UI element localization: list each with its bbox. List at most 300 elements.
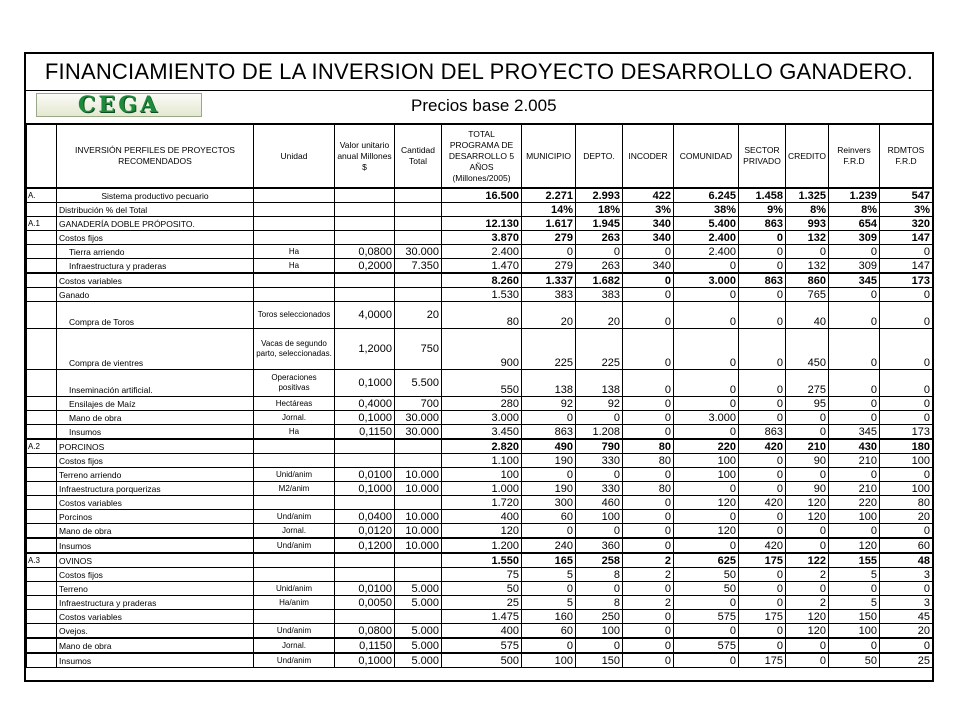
cell-municipio: 160 xyxy=(522,610,576,624)
row-code xyxy=(27,568,57,582)
cell-depto: 360 xyxy=(576,538,623,553)
cell-sector-privado: 0 xyxy=(739,302,786,329)
row-description: Insumos xyxy=(57,538,254,553)
header-depto: DEPTO. xyxy=(576,125,623,189)
cell-incoder: 2 xyxy=(623,568,674,582)
row-code xyxy=(27,411,57,425)
row-unit: Operaciones positivas xyxy=(254,370,335,397)
cell-comunidad: 0 xyxy=(674,397,739,411)
cell-credito: 0 xyxy=(786,653,829,668)
cell-rdmtos: 60 xyxy=(880,538,933,553)
row-unit: Jornal. xyxy=(254,411,335,425)
cell-sector-privado: 0 xyxy=(739,568,786,582)
row-description: Porcinos xyxy=(57,510,254,524)
cell-municipio: 92 xyxy=(522,397,576,411)
row-unit-value: 0,0100 xyxy=(335,582,395,596)
cell-depto: 20 xyxy=(576,302,623,329)
cell-rdmtos: 173 xyxy=(880,425,933,440)
cell-incoder: 0 xyxy=(623,468,674,482)
row-quantity: 5.000 xyxy=(395,596,442,610)
row-description: Tierra arriendo xyxy=(57,245,254,259)
cell-total: 900 xyxy=(442,329,522,370)
header-credito: CREDITO xyxy=(786,125,829,189)
row-description: Costos variables xyxy=(57,273,254,288)
row-quantity xyxy=(395,496,442,510)
row-quantity xyxy=(395,288,442,302)
cell-sector-privado: 420 xyxy=(739,538,786,553)
cell-credito: 120 xyxy=(786,496,829,510)
cell-comunidad: 120 xyxy=(674,496,739,510)
cell-rdmtos: 20 xyxy=(880,624,933,639)
cell-comunidad: 0 xyxy=(674,510,739,524)
cell-credito: 450 xyxy=(786,329,829,370)
row-description: Ovejos. xyxy=(57,624,254,639)
cell-reinvers: 0 xyxy=(829,302,880,329)
table-row xyxy=(27,188,933,203)
row-unit-value: 0,1150 xyxy=(335,425,395,440)
cell-sector-privado: 0 xyxy=(739,370,786,397)
row-description: Compra de Toros xyxy=(57,302,254,329)
cell-depto: 2.993 xyxy=(576,188,623,203)
table-row xyxy=(27,553,933,568)
cell-comunidad: 120 xyxy=(674,524,739,539)
row-description: Mano de obra xyxy=(57,524,254,539)
cell-rdmtos: 100 xyxy=(880,482,933,496)
cell-total: 50 xyxy=(442,582,522,596)
cell-municipio: 279 xyxy=(522,231,576,245)
cell-reinvers: 100 xyxy=(829,510,880,524)
cell-total: 120 xyxy=(442,524,522,539)
cell-comunidad: 0 xyxy=(674,259,739,274)
cell-rdmtos: 25 xyxy=(880,653,933,668)
row-unit-value xyxy=(335,231,395,245)
cell-reinvers: 5 xyxy=(829,596,880,610)
row-unit xyxy=(254,568,335,582)
table-header-row xyxy=(27,125,933,189)
cell-comunidad: 575 xyxy=(674,638,739,653)
row-description: Ganado xyxy=(57,288,254,302)
cell-depto: 263 xyxy=(576,231,623,245)
cell-rdmtos: 0 xyxy=(880,245,933,259)
cell-incoder: 0 xyxy=(623,370,674,397)
row-unit-value: 0,1000 xyxy=(335,370,395,397)
cell-rdmtos: 3 xyxy=(880,596,933,610)
row-unit: Hectáreas xyxy=(254,397,335,411)
cell-credito: 0 xyxy=(786,425,829,440)
title-row xyxy=(26,54,932,91)
row-quantity xyxy=(395,568,442,582)
cell-depto: 1.682 xyxy=(576,273,623,288)
cell-sector-privado: 0 xyxy=(739,510,786,524)
cell-sector-privado: 175 xyxy=(739,610,786,624)
row-code xyxy=(27,610,57,624)
cell-comunidad: 0 xyxy=(674,653,739,668)
cell-rdmtos: 180 xyxy=(880,439,933,454)
row-description: PORCINOS xyxy=(57,439,254,454)
row-description: Distribución % del Total xyxy=(57,203,254,217)
cell-municipio: 225 xyxy=(522,329,576,370)
cell-incoder: 0 xyxy=(623,610,674,624)
row-quantity xyxy=(395,553,442,568)
row-code xyxy=(27,524,57,539)
row-code: A.3 xyxy=(27,553,57,568)
cell-comunidad: 0 xyxy=(674,302,739,329)
row-unit xyxy=(254,188,335,203)
cell-sector-privado: 0 xyxy=(739,468,786,482)
cell-depto: 263 xyxy=(576,259,623,274)
row-unit-value: 0,0800 xyxy=(335,245,395,259)
cell-total: 1.000 xyxy=(442,482,522,496)
cell-depto: 1.945 xyxy=(576,217,623,231)
cell-municipio: 60 xyxy=(522,510,576,524)
row-unit-value: 0,1200 xyxy=(335,538,395,553)
cell-credito: 0 xyxy=(786,638,829,653)
cell-sector-privado: 0 xyxy=(739,329,786,370)
header-quantity: Cantidad Total xyxy=(395,125,442,189)
cell-incoder: 80 xyxy=(623,454,674,468)
cell-sector-privado: 9% xyxy=(739,203,786,217)
header-description: INVERSIÓN PERFILES DE PROYECTOS RECOMENDADOS xyxy=(57,125,254,189)
cell-depto: 383 xyxy=(576,288,623,302)
cell-reinvers: 0 xyxy=(829,288,880,302)
row-unit: Und/anim xyxy=(254,624,335,639)
row-description: Infraestructura porquerizas xyxy=(57,482,254,496)
cell-incoder: 0 xyxy=(623,582,674,596)
cell-sector-privado: 420 xyxy=(739,439,786,454)
row-unit: Ha/anim xyxy=(254,596,335,610)
cell-total: 575 xyxy=(442,638,522,653)
row-unit xyxy=(254,288,335,302)
cell-incoder: 0 xyxy=(623,288,674,302)
cell-total: 1.475 xyxy=(442,610,522,624)
cell-comunidad: 38% xyxy=(674,203,739,217)
cell-credito: 0 xyxy=(786,245,829,259)
table-row xyxy=(27,653,933,668)
cell-incoder: 0 xyxy=(623,524,674,539)
row-unit-value: 0,0050 xyxy=(335,596,395,610)
cell-total: 80 xyxy=(442,302,522,329)
cell-depto: 790 xyxy=(576,439,623,454)
row-code: A.2 xyxy=(27,439,57,454)
row-unit-value xyxy=(335,188,395,203)
cell-reinvers: 654 xyxy=(829,217,880,231)
row-unit: Ha xyxy=(254,259,335,274)
cell-sector-privado: 175 xyxy=(739,553,786,568)
row-quantity: 7.350 xyxy=(395,259,442,274)
cell-incoder: 0 xyxy=(623,510,674,524)
cell-incoder: 0 xyxy=(623,496,674,510)
table-row xyxy=(27,439,933,454)
cell-credito: 132 xyxy=(786,259,829,274)
header-total: TOTAL PROGRAMA DE DESARROLLO 5 AÑOS (Millones/2005) xyxy=(442,125,522,189)
cell-rdmtos: 0 xyxy=(880,638,933,653)
cell-municipio: 0 xyxy=(522,524,576,539)
price-base-subtitle: Precios base 2.005 xyxy=(411,96,557,115)
row-unit: Ha xyxy=(254,425,335,440)
cell-total: 1.470 xyxy=(442,259,522,274)
cell-total: 1.200 xyxy=(442,538,522,553)
cell-reinvers: 100 xyxy=(829,624,880,639)
cell-comunidad: 5.400 xyxy=(674,217,739,231)
row-unit-value: 0,1000 xyxy=(335,482,395,496)
cell-reinvers: 5 xyxy=(829,568,880,582)
cell-incoder: 340 xyxy=(623,217,674,231)
row-unit-value xyxy=(335,439,395,454)
cell-comunidad: 50 xyxy=(674,582,739,596)
cell-municipio: 0 xyxy=(522,638,576,653)
cell-depto: 258 xyxy=(576,553,623,568)
cell-rdmtos: 173 xyxy=(880,273,933,288)
cell-credito: 120 xyxy=(786,510,829,524)
cell-incoder: 0 xyxy=(623,425,674,440)
cell-municipio: 190 xyxy=(522,482,576,496)
cell-comunidad: 0 xyxy=(674,370,739,397)
cell-depto: 100 xyxy=(576,624,623,639)
cell-municipio: 100 xyxy=(522,653,576,668)
cell-credito: 120 xyxy=(786,610,829,624)
row-quantity: 5.500 xyxy=(395,370,442,397)
cell-rdmtos: 48 xyxy=(880,553,933,568)
table-body xyxy=(27,188,933,668)
cell-incoder: 0 xyxy=(623,411,674,425)
cell-comunidad: 3.000 xyxy=(674,411,739,425)
cell-comunidad: 100 xyxy=(674,454,739,468)
row-unit-value: 0,2000 xyxy=(335,259,395,274)
cell-rdmtos: 0 xyxy=(880,288,933,302)
cell-depto: 8 xyxy=(576,568,623,582)
cell-sector-privado: 0 xyxy=(739,482,786,496)
cell-total: 2.820 xyxy=(442,439,522,454)
row-code xyxy=(27,582,57,596)
cell-total: 550 xyxy=(442,370,522,397)
row-unit-value: 0,0100 xyxy=(335,468,395,482)
cell-total: 3.000 xyxy=(442,411,522,425)
cell-incoder: 0 xyxy=(623,245,674,259)
row-unit: Unid/anim xyxy=(254,468,335,482)
cell-depto: 0 xyxy=(576,411,623,425)
cell-reinvers: 155 xyxy=(829,553,880,568)
cell-incoder: 0 xyxy=(623,653,674,668)
cell-municipio: 240 xyxy=(522,538,576,553)
row-code xyxy=(27,538,57,553)
cell-reinvers: 120 xyxy=(829,538,880,553)
cell-comunidad: 0 xyxy=(674,538,739,553)
cell-credito: 0 xyxy=(786,582,829,596)
cell-reinvers: 345 xyxy=(829,425,880,440)
cell-incoder: 0 xyxy=(623,638,674,653)
cell-municipio: 0 xyxy=(522,245,576,259)
cell-credito: 2 xyxy=(786,596,829,610)
cell-sector-privado: 0 xyxy=(739,454,786,468)
table-row xyxy=(27,245,933,259)
cell-depto: 0 xyxy=(576,524,623,539)
row-unit xyxy=(254,217,335,231)
cell-rdmtos: 0 xyxy=(880,370,933,397)
row-unit-value: 0,4000 xyxy=(335,397,395,411)
cell-depto: 8 xyxy=(576,596,623,610)
row-description: Costos variables xyxy=(57,496,254,510)
cell-rdmtos: 20 xyxy=(880,510,933,524)
cell-reinvers: 0 xyxy=(829,468,880,482)
cell-sector-privado: 0 xyxy=(739,411,786,425)
cell-municipio: 279 xyxy=(522,259,576,274)
row-quantity: 10.000 xyxy=(395,538,442,553)
row-code xyxy=(27,203,57,217)
cell-sector-privado: 0 xyxy=(739,397,786,411)
table-row xyxy=(27,524,933,539)
cell-total: 400 xyxy=(442,510,522,524)
row-description: Sistema productivo pecuario xyxy=(57,188,254,203)
row-description: Infraestructura y praderas xyxy=(57,596,254,610)
row-code xyxy=(27,653,57,668)
cell-reinvers: 345 xyxy=(829,273,880,288)
cell-rdmtos: 547 xyxy=(880,188,933,203)
cell-reinvers: 430 xyxy=(829,439,880,454)
cell-credito: 95 xyxy=(786,397,829,411)
cell-depto: 225 xyxy=(576,329,623,370)
cell-municipio: 14% xyxy=(522,203,576,217)
row-quantity: 700 xyxy=(395,397,442,411)
row-description: Mano de obra xyxy=(57,411,254,425)
cell-total: 2.400 xyxy=(442,245,522,259)
cell-incoder: 80 xyxy=(623,439,674,454)
cell-municipio: 165 xyxy=(522,553,576,568)
cell-reinvers: 8% xyxy=(829,203,880,217)
row-unit-value: 0,1150 xyxy=(335,638,395,653)
cell-municipio: 490 xyxy=(522,439,576,454)
cell-credito: 40 xyxy=(786,302,829,329)
row-code xyxy=(27,454,57,468)
cell-rdmtos: 3 xyxy=(880,568,933,582)
cell-depto: 0 xyxy=(576,468,623,482)
cell-municipio: 300 xyxy=(522,496,576,510)
cell-depto: 138 xyxy=(576,370,623,397)
cell-total: 16.500 xyxy=(442,188,522,203)
cell-total: 3.870 xyxy=(442,231,522,245)
cell-credito: 132 xyxy=(786,231,829,245)
cell-sector-privado: 0 xyxy=(739,259,786,274)
cell-comunidad: 0 xyxy=(674,596,739,610)
header-rdmtos: RDMTOS F.R.D xyxy=(880,125,933,189)
cell-depto: 0 xyxy=(576,638,623,653)
cell-credito: 0 xyxy=(786,538,829,553)
page-title: FINANCIAMIENTO DE LA INVERSION DEL PROYECTO DESARROLLO GANADERO. xyxy=(44,59,914,84)
row-quantity: 30.000 xyxy=(395,425,442,440)
cell-municipio: 20 xyxy=(522,302,576,329)
cell-municipio: 138 xyxy=(522,370,576,397)
row-unit xyxy=(254,203,335,217)
cell-depto: 330 xyxy=(576,482,623,496)
cell-depto: 150 xyxy=(576,653,623,668)
cell-municipio: 0 xyxy=(522,411,576,425)
cell-depto: 250 xyxy=(576,610,623,624)
cell-rdmtos: 3% xyxy=(880,203,933,217)
cell-total: 280 xyxy=(442,397,522,411)
cell-comunidad: 2.400 xyxy=(674,245,739,259)
row-code xyxy=(27,638,57,653)
cell-credito: 765 xyxy=(786,288,829,302)
row-unit: Jornal. xyxy=(254,638,335,653)
row-description: Inseminación artificial. xyxy=(57,370,254,397)
row-code xyxy=(27,329,57,370)
cell-municipio: 190 xyxy=(522,454,576,468)
row-unit: Und/anim xyxy=(254,653,335,668)
row-unit-value: 0,0120 xyxy=(335,524,395,539)
row-quantity: 30.000 xyxy=(395,245,442,259)
row-description: Infraestructura y praderas xyxy=(57,259,254,274)
row-description: Insumos xyxy=(57,653,254,668)
table-row xyxy=(27,638,933,653)
row-quantity: 5.000 xyxy=(395,582,442,596)
cell-sector-privado: 1.458 xyxy=(739,188,786,203)
row-description: Terreno xyxy=(57,582,254,596)
row-quantity: 10.000 xyxy=(395,482,442,496)
table-row xyxy=(27,454,933,468)
cell-incoder: 0 xyxy=(623,538,674,553)
table-row xyxy=(27,288,933,302)
cell-comunidad: 0 xyxy=(674,624,739,639)
row-quantity: 10.000 xyxy=(395,468,442,482)
cell-sector-privado: 0 xyxy=(739,231,786,245)
row-unit: Jornal. xyxy=(254,524,335,539)
row-unit-value xyxy=(335,203,395,217)
cell-depto: 1.208 xyxy=(576,425,623,440)
cell-total: 100 xyxy=(442,468,522,482)
row-code xyxy=(27,482,57,496)
cell-comunidad: 0 xyxy=(674,482,739,496)
row-unit-value: 0,1000 xyxy=(335,411,395,425)
cega-logo xyxy=(36,93,202,117)
cell-reinvers: 1.239 xyxy=(829,188,880,203)
cell-reinvers: 0 xyxy=(829,245,880,259)
cell-sector-privado: 175 xyxy=(739,653,786,668)
cell-credito: 275 xyxy=(786,370,829,397)
header-reinvers: Reinvers F.R.D xyxy=(829,125,880,189)
table-row xyxy=(27,568,933,582)
cell-reinvers: 0 xyxy=(829,370,880,397)
row-unit-value xyxy=(335,568,395,582)
cell-municipio: 0 xyxy=(522,468,576,482)
row-description: Ensilajes de Maíz xyxy=(57,397,254,411)
row-unit-value xyxy=(335,454,395,468)
cell-comunidad: 0 xyxy=(674,329,739,370)
cell-total: 75 xyxy=(442,568,522,582)
cell-comunidad: 0 xyxy=(674,288,739,302)
table-row xyxy=(27,217,933,231)
cell-incoder: 0 xyxy=(623,397,674,411)
header-code xyxy=(27,125,57,189)
cell-total: 1.530 xyxy=(442,288,522,302)
table-row xyxy=(27,231,933,245)
cell-rdmtos: 147 xyxy=(880,259,933,274)
row-quantity: 5.000 xyxy=(395,624,442,639)
document-frame xyxy=(24,52,934,682)
row-unit xyxy=(254,553,335,568)
cell-rdmtos: 147 xyxy=(880,231,933,245)
row-code xyxy=(27,510,57,524)
cell-total: 12.130 xyxy=(442,217,522,231)
table-row xyxy=(27,510,933,524)
cell-rdmtos: 0 xyxy=(880,468,933,482)
cell-reinvers: 309 xyxy=(829,259,880,274)
cell-incoder: 2 xyxy=(623,596,674,610)
cell-incoder: 422 xyxy=(623,188,674,203)
row-unit-value xyxy=(335,217,395,231)
row-code xyxy=(27,370,57,397)
row-unit-value xyxy=(335,288,395,302)
row-quantity: 10.000 xyxy=(395,510,442,524)
cell-credito: 8% xyxy=(786,203,829,217)
